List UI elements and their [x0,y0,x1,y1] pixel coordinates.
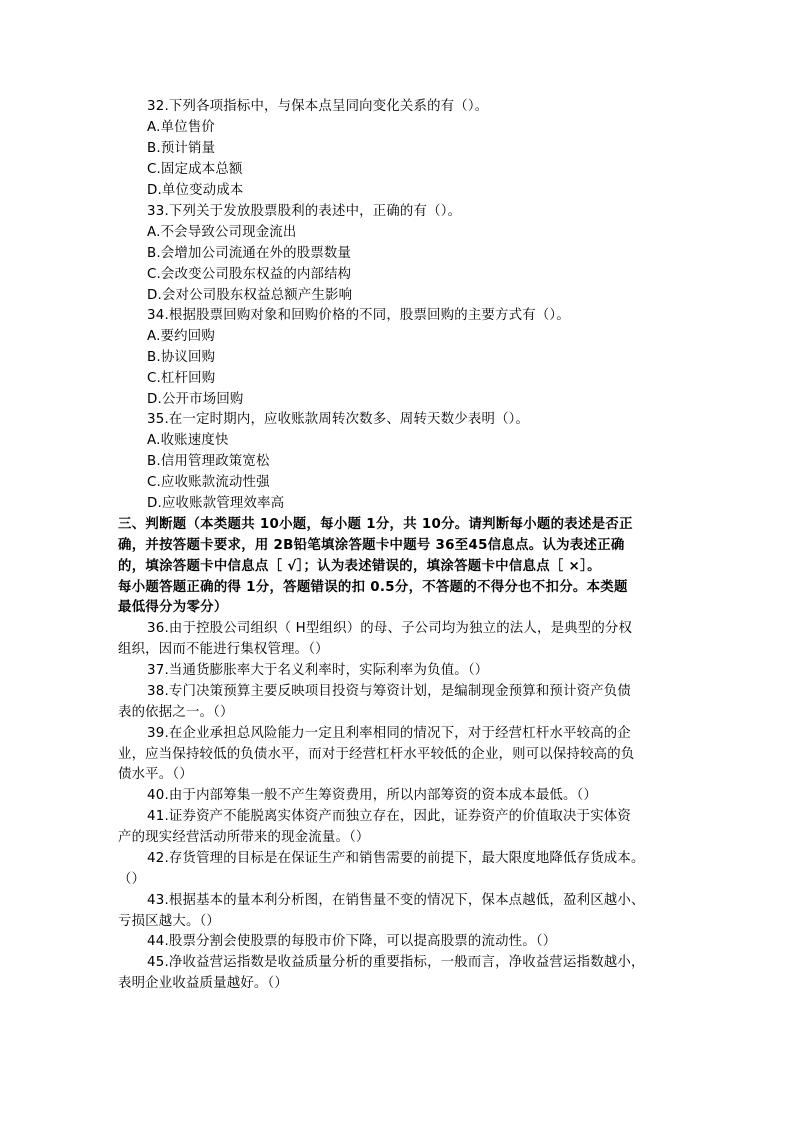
question-45-line-2: 表明企业收益质量越好。（） [118,976,288,991]
question-42-line-2: （） [118,872,146,887]
question-35-option-c: C.应收账款流动性强 [147,475,270,490]
question-33-option-d: D.会对公司股东权益总额产生影响 [147,288,353,303]
question-37-line-1: 37.当通货膨胀率大于名义利率时，实际利率为负值。（） [147,663,489,678]
question-34-option-b: B.协议回购 [147,350,216,365]
question-32-option-a: A.单位售价 [147,120,215,135]
question-41-line-2: 产的现实经营活动所带来的现金流量。（） [118,830,370,845]
question-39-line-1: 39.在企业承担总风险能力一定且利率相同的情况下，对于经营杠杆水平较高的企 [147,726,631,741]
question-42-line-1: 42.存货管理的目标是在保证生产和销售需要的前提下，最大限度地降低存货成本。 [147,851,645,866]
question-33-stem: 33.下列关于发放股票股利的表述中，正确的有（）。 [147,204,462,219]
section-3-heading-line-1: 三、判断题（本类题共 10小题，每小题 1分，共 10分。请判断每小题的表述是否正 [118,517,633,532]
question-33-option-a: A.不会导致公司现金流出 [147,225,297,240]
question-32-stem: 32.下列各项指标中，与保本点呈同向变化关系的有（）。 [147,99,489,114]
question-34-option-d: D.公开市场回购 [147,392,244,407]
question-44-line-1: 44.股票分割会使股票的每股市价下降，可以提高股票的流动性。（） [147,934,557,949]
question-32-option-d: D.单位变动成本 [147,183,244,198]
question-45-line-1: 45.净收益营运指数是收益质量分析的重要指标，一般而言，净收益营运指数越小， [147,955,645,970]
question-36-line-2: 组织，因而不能进行集权管理。（） [118,642,329,657]
question-36-line-1: 36.由于控股公司组织（ H型组织）的母、子公司均为独立的法人，是典型的分权 [147,621,633,636]
question-40-line-1: 40.由于内部筹集一般不产生筹资费用，所以内部筹资的资本成本最低。（） [147,788,598,803]
question-43-line-1: 43.根据基本的量本利分析图，在销售量不变的情况下，保本点越低，盈利区越小、 [147,893,645,908]
question-43-line-2: 亏损区越大。（） [118,914,221,929]
question-33-option-c: C.会改变公司股东权益的内部结构 [147,267,352,282]
section-3-heading-line-2: 确，并按答题卡要求，用 2B铅笔填涂答题卡中题号 36至45信息点。认为表述正确 [118,538,625,553]
section-3-heading-line-3: 的，填涂答题卡中信息点［ √］；认为表述错误的，填涂答题卡中信息点［ ×］。 [118,559,601,574]
question-35-option-a: A.收账速度快 [147,433,229,448]
question-35-stem: 35.在一定时期内，应收账款周转次数多、周转天数少表明（）。 [147,412,530,427]
question-35-option-d: D.应收账款管理效率高 [147,496,285,511]
section-3-heading-line-4: 每小题答题正确的得 1分，答题错误的扣 0.5分，不答题的不得分也不扣分。本类题 [118,580,628,595]
question-34-stem: 34.根据股票回购对象和回购价格的不同，股票回购的主要方式有（）。 [147,308,570,323]
question-39-line-3: 债水平。（） [118,767,193,782]
question-33-option-b: B.会增加公司流通在外的股票数量 [147,246,352,261]
question-34-option-c: C.杠杆回购 [147,371,216,386]
section-3-heading-line-5: 最低得分为零分） [118,600,228,615]
question-34-option-a: A.要约回购 [147,329,215,344]
question-39-line-2: 业，应当保持较低的负债水平，而对于经营杠杆水平较低的企业，则可以保持较高的负 [118,747,635,762]
question-32-option-b: B.预计销量 [147,141,216,156]
question-38-line-1: 38.专门决策预算主要反映项目投资与筹资计划，是编制现金预算和预计资产负债 [147,684,631,699]
question-35-option-b: B.信用管理政策宽松 [147,454,270,469]
question-41-line-1: 41.证券资产不能脱离实体资产而独立存在，因此，证券资产的价值取决于实体资 [147,809,631,824]
question-32-option-c: C.固定成本总额 [147,162,243,177]
question-38-line-2: 表的依据之一。（） [118,705,234,720]
